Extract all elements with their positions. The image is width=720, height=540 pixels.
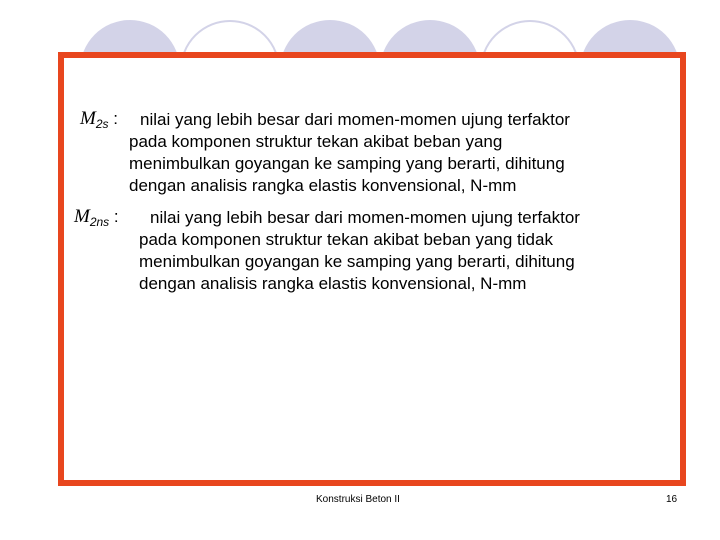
definition-term-m2s xyxy=(80,108,118,131)
term-symbol: M xyxy=(74,206,90,227)
definition-term-m2ns xyxy=(74,206,119,229)
definition-line: dengan analisis rangka elastis konvensional, N-mm xyxy=(139,274,527,293)
definition-line: nilai yang lebih besar dari momen-momen ujung terfaktor xyxy=(140,110,570,129)
term-subscript: 2s xyxy=(95,117,109,131)
definition-line: menimbulkan goyangan ke samping yang berarti, dihitung xyxy=(129,154,565,173)
definition-line: dengan analisis rangka elastis konvensional, N-mm xyxy=(129,176,517,195)
footer-page-number: 16 xyxy=(666,494,678,505)
term-symbol: M xyxy=(80,108,96,129)
definition-line: nilai yang lebih besar dari momen-momen ujung terfaktor xyxy=(150,208,580,227)
term-subscript: 2ns xyxy=(89,215,110,229)
definition-line: menimbulkan goyangan ke samping yang berarti, dihitung xyxy=(139,252,575,271)
footer-course-title: Konstruksi Beton II xyxy=(316,494,400,505)
term-separator: : xyxy=(113,207,119,226)
term-separator: : xyxy=(113,109,118,128)
definition-line: pada komponen struktur tekan akibat beban yang xyxy=(129,132,503,151)
definition-line: pada komponen struktur tekan akibat beban yang tidak xyxy=(139,230,553,249)
